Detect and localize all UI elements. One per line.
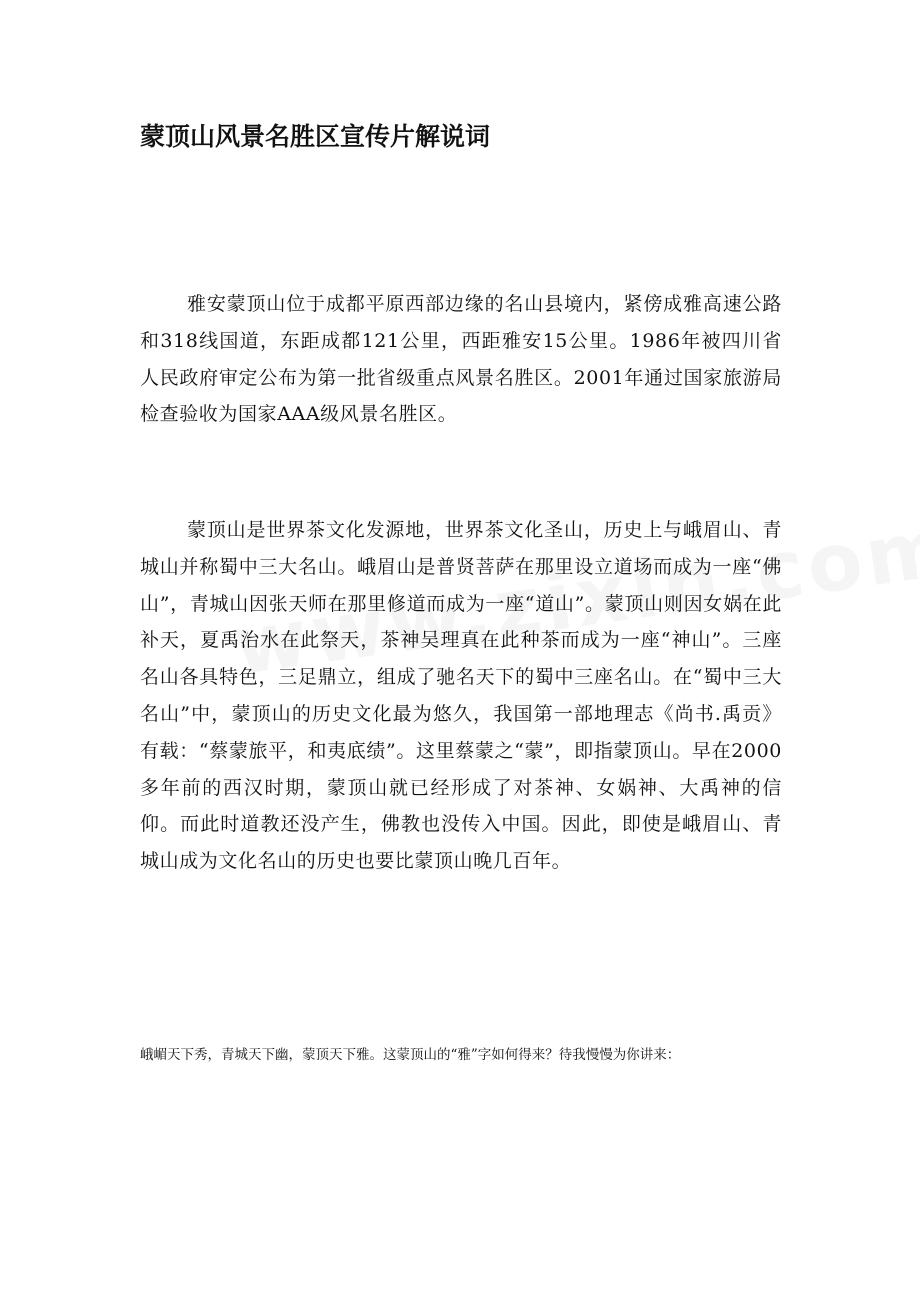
paragraph-location: 雅安蒙顶山位于成都平原西部边缘的名山县境内，紧傍成雅高速公路和318线国道，东距成都121公里，西距雅安15公里。1986年被四川省人民政府审定公布为第一批省级重点风景名胜区。2001年通过国家旅游局检查验收为国家AAA级风景名胜区。: [140, 293, 782, 426]
paragraph-history: 蒙顶山是世界茶文化发源地，世界茶文化圣山，历史上与峨眉山、青城山并称蜀中三大名山。峨眉山是普贤菩萨在那里设立道场而成为一座“佛山”，青城山因张天师在那里修道而成为一座“道山”。蒙顶山则因女娲在此补天，夏禹治水在此祭天，茶神吴理真在此种茶而成为一座“神山”。三座名山各具特色，三足鼎立，组成了驰名天下的蜀中三座名山。在“蜀中三大名山”中，蒙顶山的历史文化最为悠久，我国第一部地理志《尚书.禹贡》有载：“蔡蒙旅平，和夷底绩”。这里蔡蒙之“蒙”，即指蒙顶山。早在2000多年前的西汉时期，蒙顶山就已经形成了对茶神、女娲神、大禹神的信仰。而此时道教还没产生，佛教也没传入中国。因此，即使是峨眉山、青城山成为文化名山的历史也要比蒙顶山晚几百年。: [140, 519, 782, 873]
closing-note: 峨嵋天下秀，青城天下幽，蒙顶天下雅。这蒙顶山的“雅”字如何得来？待我慢慢为你讲来：: [140, 1047, 681, 1063]
document-title: 蒙顶山风景名胜区宣传片解说词: [140, 122, 491, 151]
